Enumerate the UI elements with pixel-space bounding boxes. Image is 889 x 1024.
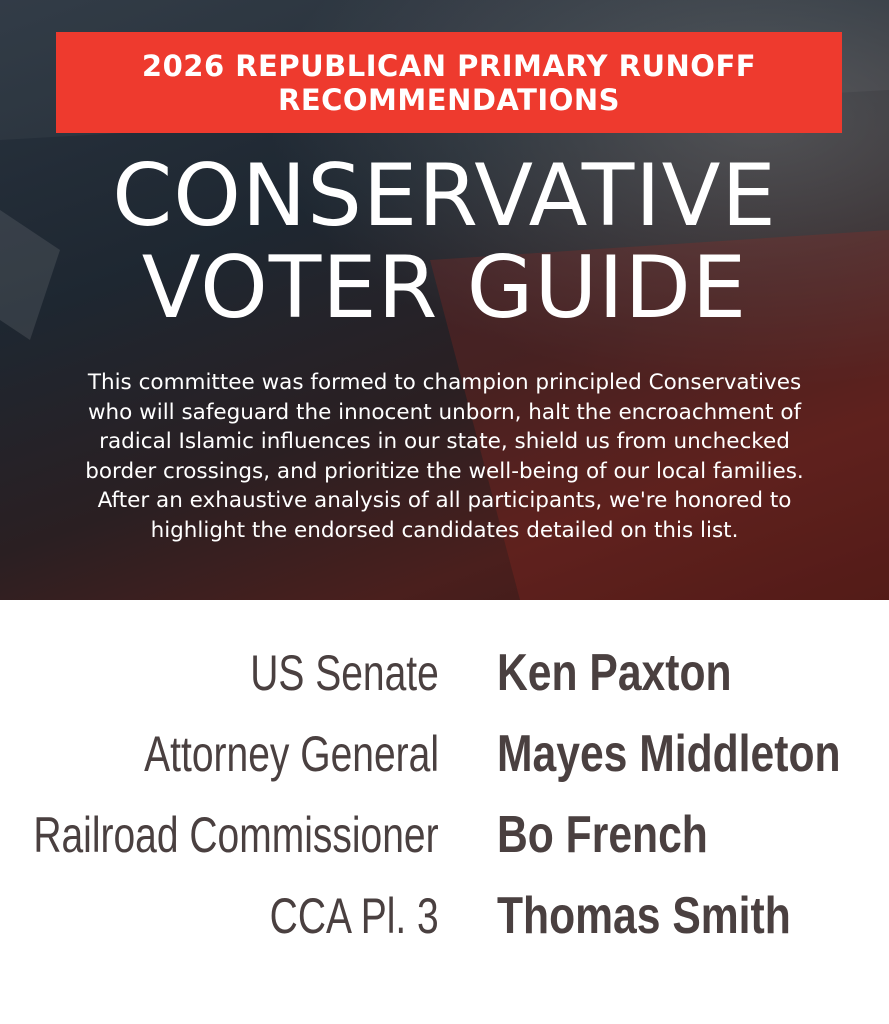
office-label: Railroad Commissioner xyxy=(33,807,439,863)
banner-line-1: 2026 REPUBLICAN PRIMARY RUNOFF xyxy=(141,48,757,83)
office-label: CCA Pl. 3 xyxy=(269,888,439,944)
endorsement-row xyxy=(0,802,889,883)
intro-line: highlight the endorsed candidates detailed on this list. xyxy=(150,517,739,543)
intro-line: border crossings, and prioritize the well-being of our local families. xyxy=(85,458,804,484)
endorsement-row xyxy=(0,640,889,721)
candidate-name: Ken Paxton xyxy=(497,644,732,702)
intro-line: radical Islamic influences in our state, shield us from unchecked xyxy=(99,429,790,454)
banner-line-2: RECOMMENDATIONS xyxy=(277,82,621,117)
office-label: Attorney General xyxy=(144,726,439,782)
endorsement-list xyxy=(0,640,889,964)
title-line-2: VOTER GUIDE xyxy=(141,238,748,338)
candidate-name: Bo French xyxy=(497,806,708,864)
office-label: US Senate xyxy=(250,645,439,701)
guide-title xyxy=(0,146,889,338)
intro-line: This committee was formed to champion principled Conservatives xyxy=(87,370,802,395)
intro-line: After an exhaustive analysis of all participants, we're honored to xyxy=(97,488,792,513)
endorsement-row xyxy=(0,721,889,802)
title-line-1: CONSERVATIVE xyxy=(112,146,777,246)
candidate-name: Mayes Middleton xyxy=(497,725,841,783)
runoff-banner xyxy=(56,32,842,133)
endorsement-row xyxy=(0,883,889,964)
candidate-name: Thomas Smith xyxy=(497,887,791,945)
intro-paragraph xyxy=(20,368,869,545)
intro-line: who will safeguard the innocent unborn, halt the encroachment of xyxy=(87,399,802,425)
